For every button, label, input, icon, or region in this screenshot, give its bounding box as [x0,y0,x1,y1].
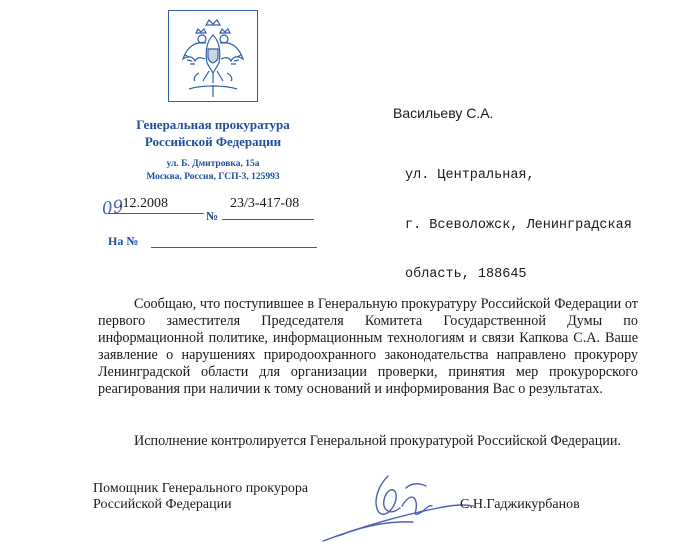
signatory-title-line1: Помощник Генерального прокурора [93,481,309,496]
body-paragraph-1: Сообщаю, что поступившее в Генеральную прокуратуру Российской Федерации от первого заместителя Председателя Комитета Государственной Думы по информационной политике, информационным технологиям и связи Капкова С.А. Ваше заявление о нарушениях природоохранного законодательства направлено прокурору Ленинградской области для организации проверки, принятия мер прокурорского реагирования при наличии к тому оснований и информирования Вас о результатах. [98,296,638,398]
number-underline [222,219,314,220]
number-label: № [206,209,219,223]
org-name-line1: Генеральная прокуратура [136,117,290,132]
double-headed-eagle-coat-of-arms-icon [169,11,257,101]
signatory-title-line2: Российской Федерации [93,497,232,512]
signatory-title [93,481,308,513]
handwritten-signature-icon [318,466,478,546]
recipient-address-line2: г. Всеволожск, Ленинградская [405,217,632,233]
recipient-address-line3: область, 188645 [405,267,527,282]
signatory-name: С.Н.Гаджикурбанов [460,497,580,512]
outgoing-number: 23/3-417-08 [230,196,300,211]
organization-name [108,116,318,150]
org-address-line1: ул. Б. Дмитровка, 15а [166,159,260,169]
reply-to-underline [151,247,317,248]
org-address-line2: Москва, Россия, ГСП-3, 125993 [146,172,280,182]
date-handwritten-day: 09 [100,196,125,220]
recipient-name: Васильеву С.А. [393,105,494,121]
coat-of-arms-emblem [168,10,258,102]
date-underline [108,213,204,214]
org-name-line2: Российской Федерации [144,134,282,149]
reply-to-label: На № [108,234,139,248]
date-printed: .12.2008 [119,196,168,211]
recipient-address-line1: ул. Центральная, [405,168,535,183]
organization-address [108,158,318,184]
body-paragraph-2: Исполнение контролируется Генеральной прокуратурой Российской Федерации. [134,433,622,449]
recipient-address [405,135,632,300]
